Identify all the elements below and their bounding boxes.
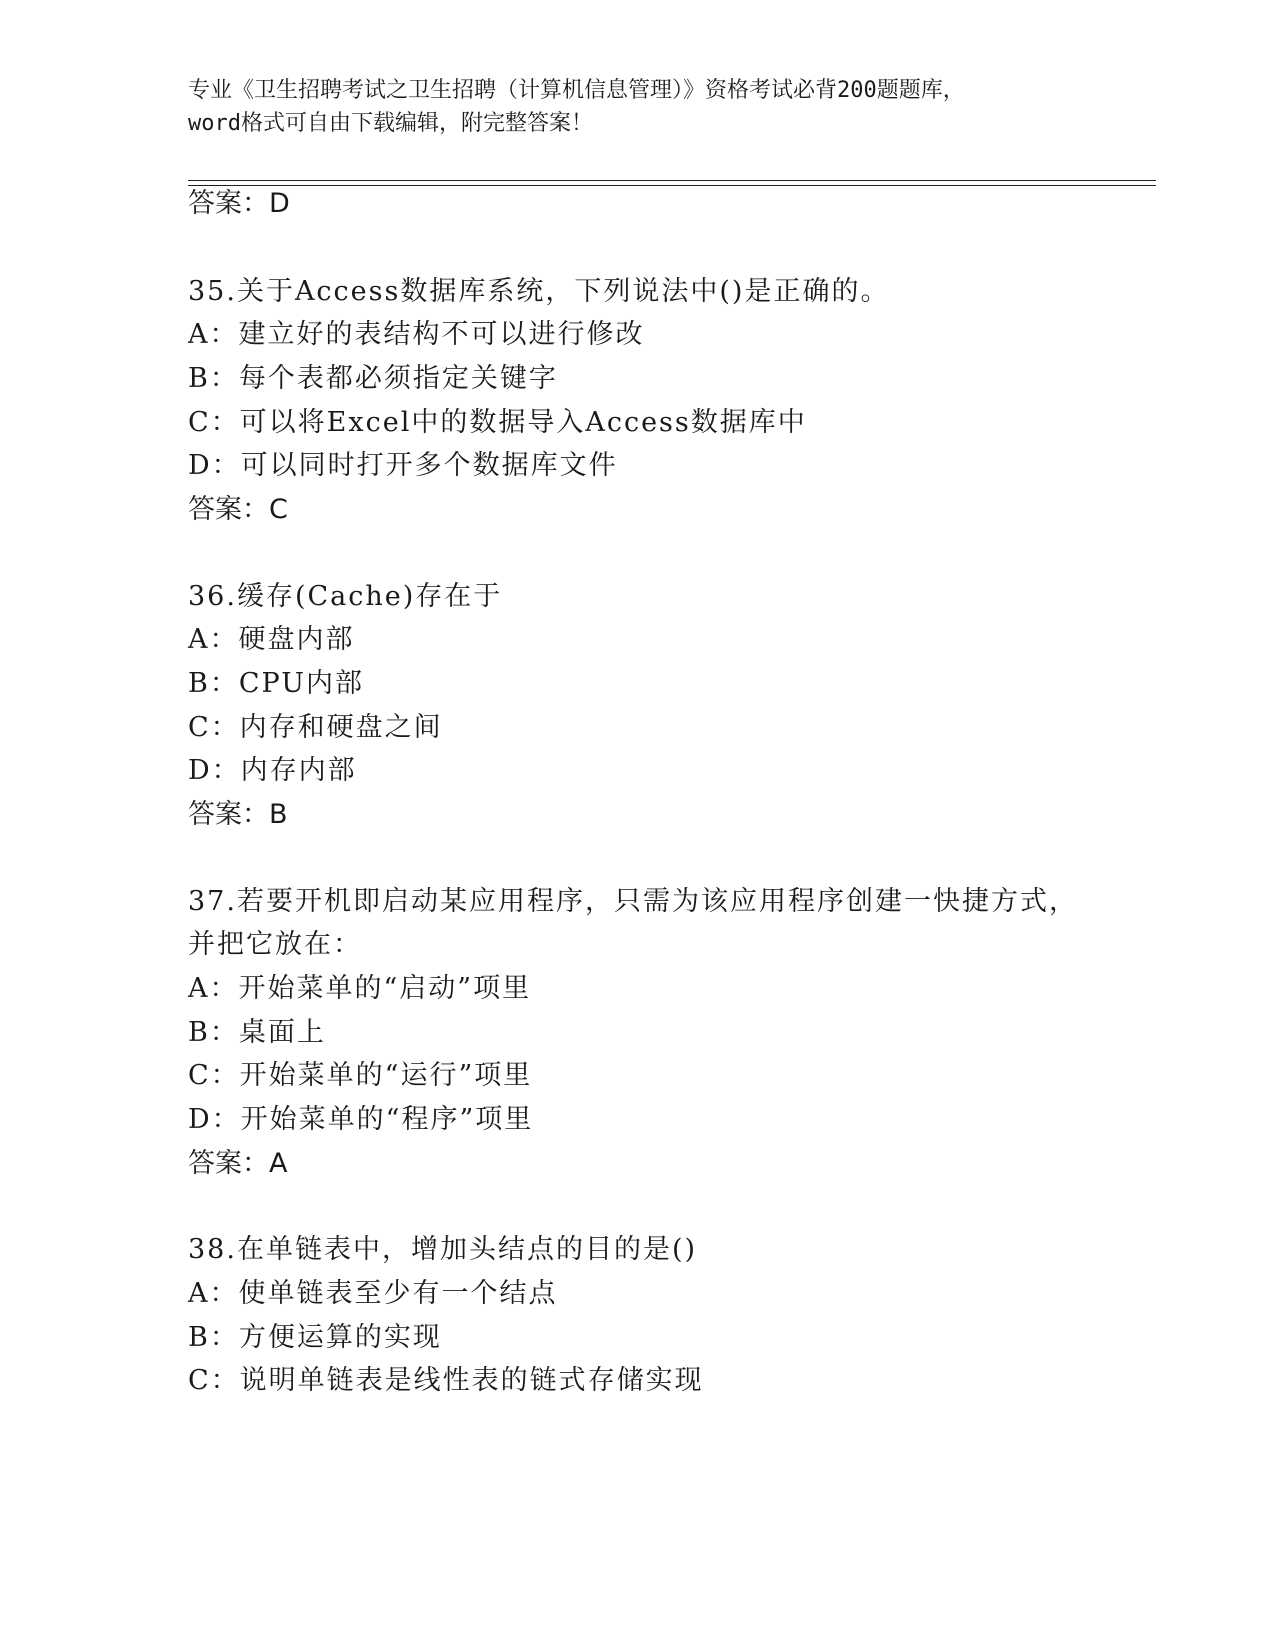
question-36-option-d: D：内存内部 bbox=[188, 755, 357, 786]
question-38-stem: 38.在单链表中，增加头结点的目的是() bbox=[188, 1234, 698, 1265]
header-line-1: 专业《卫生招聘考试之卫生招聘（计算机信息管理）》资格考试必背200题题库， bbox=[188, 78, 965, 103]
question-37-option-a: A：开始菜单的“启动”项里 bbox=[188, 973, 532, 1004]
question-36-option-a: A：硬盘内部 bbox=[188, 624, 355, 655]
question-38-option-b: B：方便运算的实现 bbox=[188, 1322, 442, 1353]
question-38-option-c: C：说明单链表是线性表的链式存储实现 bbox=[188, 1365, 704, 1396]
question-37-answer: 答案：A bbox=[188, 1148, 288, 1179]
question-37-option-c: C：开始菜单的“运行”项里 bbox=[188, 1060, 533, 1091]
question-37-stem: 37.若要开机即启动某应用程序，只需为该应用程序创建一快捷方式， bbox=[188, 886, 1078, 917]
header-line-2: word格式可自由下载编辑，附完整答案！ bbox=[188, 111, 593, 136]
question-35-answer: 答案：C bbox=[188, 494, 288, 525]
question-37-stem-continued: 并把它放在： bbox=[188, 929, 362, 960]
question-35-stem: 35.关于Access数据库系统，下列说法中()是正确的。 bbox=[188, 276, 890, 307]
document-header bbox=[188, 74, 1148, 140]
question-36-option-b: B：CPU内部 bbox=[188, 668, 364, 699]
question-36-option-c: C：内存和硬盘之间 bbox=[188, 712, 443, 743]
previous-answer: 答案：D bbox=[188, 188, 290, 219]
question-35-option-b: B：每个表都必须指定关键字 bbox=[188, 363, 558, 394]
question-35-option-c: C：可以将Excel中的数据导入Access数据库中 bbox=[188, 407, 807, 438]
header-rule-bottom bbox=[188, 185, 1156, 186]
question-35-option-a: A：建立好的表结构不可以进行修改 bbox=[188, 319, 645, 350]
question-37-option-d: D：开始菜单的“程序”项里 bbox=[188, 1104, 534, 1135]
header-rule-top bbox=[188, 180, 1156, 181]
question-35-option-d: D：可以同时打开多个数据库文件 bbox=[188, 450, 618, 481]
question-36-stem: 36.缓存(Cache)存在于 bbox=[188, 581, 503, 612]
question-37-option-b: B：桌面上 bbox=[188, 1017, 326, 1048]
question-36-answer: 答案：B bbox=[188, 799, 288, 830]
question-38-option-a: A：使单链表至少有一个结点 bbox=[188, 1278, 558, 1309]
